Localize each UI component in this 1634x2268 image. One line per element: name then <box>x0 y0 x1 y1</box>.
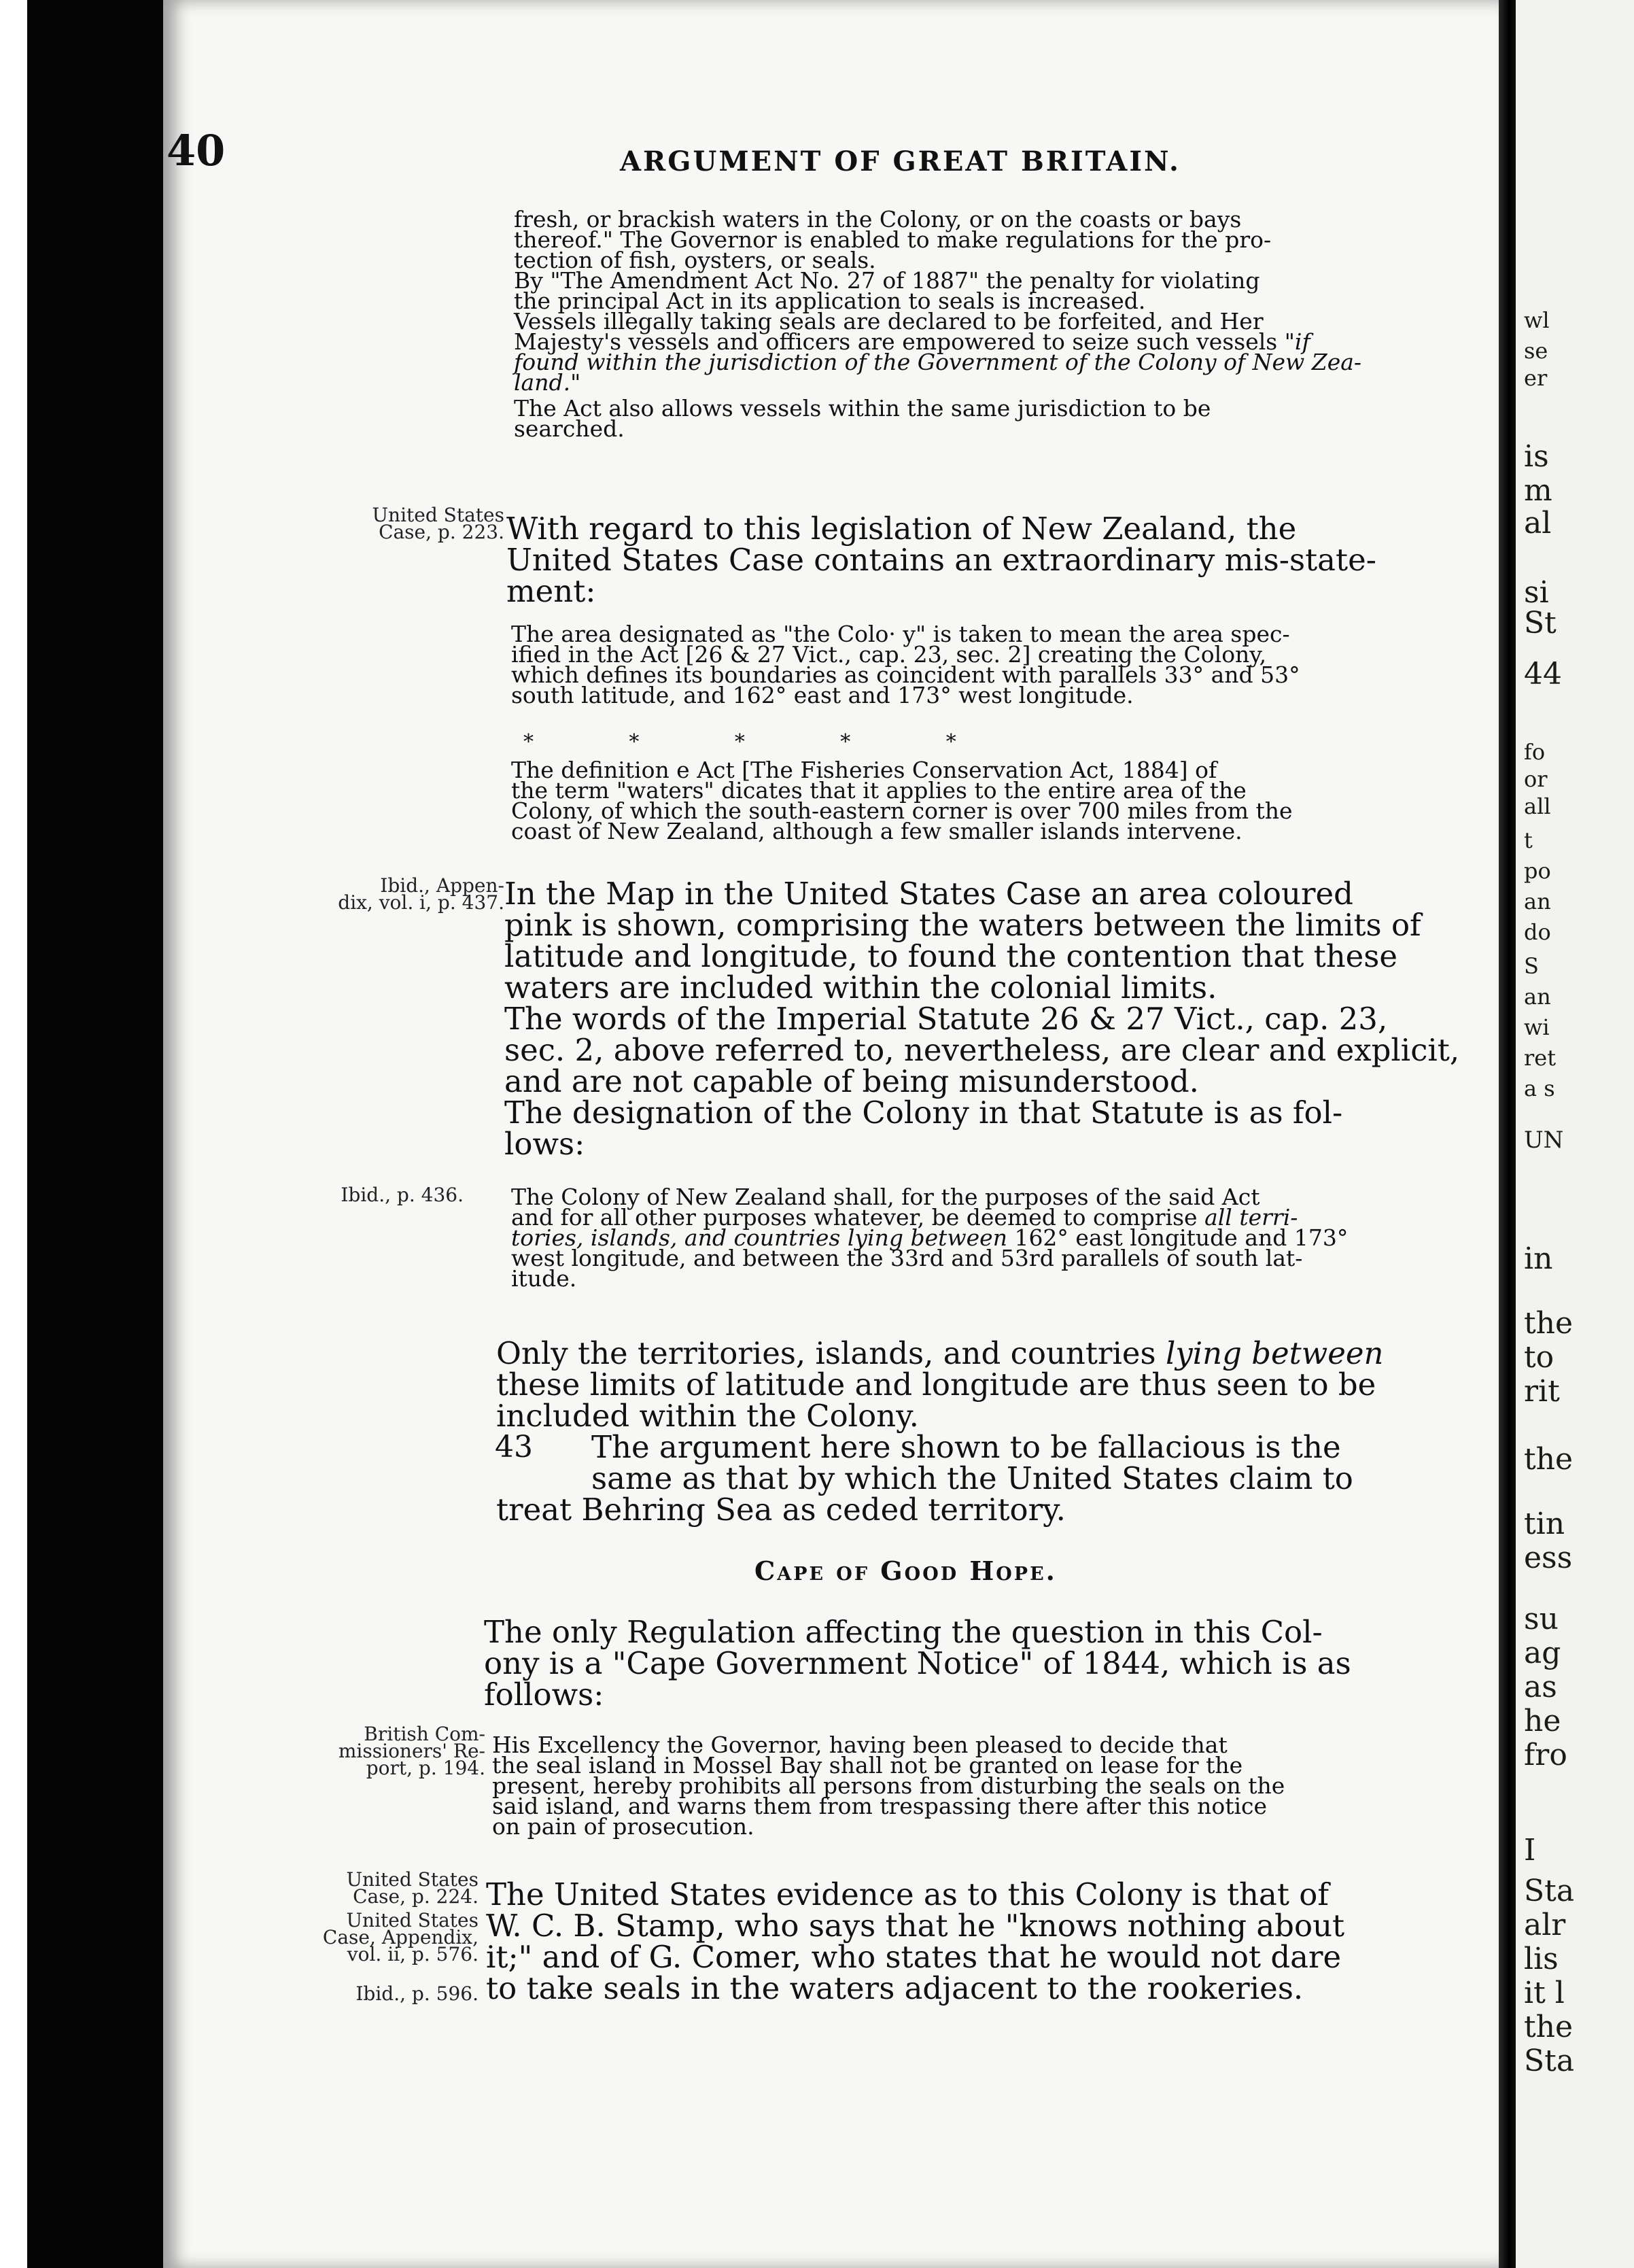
margin-note: British Com- missioners' Re- port, p. 194. <box>338 1723 485 1779</box>
quotation-statute: The Colony of New Zealand shall, for the purposes of the said Act and for all other purposes whatever, be deemed to comprise all terri- tories, islands, and countries lying between 162° east longitude and 173° west longitude, and between the 33rd and 53rd parallels of south lat- itude. <box>511 1184 1349 1292</box>
paragraph-map: In the Map in the United States Case an area coloured pink is shown, comprising the waters between the limits of latitude and longitude, to found the contention that these waters are included within the colonial limits. The words of the Imperial Statute 26 & 27 Vict., cap. 23, sec. 2, above referred to, nevertheless, are clear and explicit, and are not capable of being misunderstood. The designation of the Colony in that Statute is as fol- lows: <box>504 876 1460 1162</box>
paragraph-evidence: The United States evidence as to this Colony is that of W. C. B. Stamp, who says that he "knows nothing about it;" and of G. Comer, who states that he would not dare to take seals in the waters adjacent to the rookeries. <box>486 1876 1345 2006</box>
book-gutter <box>1499 0 1516 2268</box>
quotation-cape-notice: His Excellency the Governor, having been pleased to decide that the seal island in Mossel Bay shall not be granted on lease for the present, hereby prohibits all persons from disturbing the seals on the said island, and warns them from trespassing there after this notice on pain of prosecution. <box>492 1732 1285 1840</box>
scan-left-border <box>0 0 27 2268</box>
paragraph-legislation: With regard to this legislation of New Zealand, the United States Case contains an extraordinary mis-state- ment: <box>506 511 1376 609</box>
ellipsis-stars: * * * * * <box>523 730 958 754</box>
paragraph-fallacious: The argument here shown to be fallacious is the same as that by which the United States claim to <box>591 1429 1353 1496</box>
scan-dark-margin <box>27 0 163 2268</box>
margin-note: United States Case, p. 223. <box>372 504 504 543</box>
facing-page-edge: wl se er is m al si St 44 fo or all t po an do S an wi ret a s UN in the to rit the tin ess su ag as he fro I Sta alr lis it l the Sta <box>1516 0 1634 2268</box>
original-page-marker: 43 <box>495 1430 533 1464</box>
quotation-definition: The definition e Act [The Fisheries Conservation Act, 1884] of the term "waters" dicates that it applies to the entire area of the Colony, of which the south-eastern corner is over 700 miles from the coast of New Zealand, although a few smaller islands intervene. <box>511 757 1293 844</box>
margin-note: United States Case, Appendix, vol. ii, p. 576. <box>322 1909 479 1965</box>
margin-note: Ibid., p. 596. <box>355 1982 479 2005</box>
section-heading: Cape of Good Hope. <box>754 1556 1057 1586</box>
margin-note: Ibid., Appen- dix, vol. i, p. 437. <box>338 874 504 914</box>
running-head: ARGUMENT OF GREAT BRITAIN. <box>620 145 1181 177</box>
quotation-area: The area designated as "the Colo· y" is taken to mean the area spec- ified in the Act [26 & 27 Vict., cap. 23, sec. 2] creating the Colony, which defines its boundaries as coincident with parallels 33° and 53° south latitude, and 162° east and 173° west longitude. <box>511 621 1300 708</box>
paragraph-fallacious-end: treat Behring Sea as ceded territory. <box>496 1492 1066 1528</box>
margin-note: United States Case, p. 224. <box>346 1868 479 1908</box>
margin-note: Ibid., p. 436. <box>341 1184 464 1206</box>
page-number: 40 <box>167 126 226 175</box>
paragraph-territories: Only the territories, islands, and countries lying between these limits of latitude and longitude are thus seen to be included within the Colony. <box>496 1335 1384 1434</box>
paragraph-colony-waters: fresh, or brackish waters in the Colony, or on the coasts or bays thereof." The Governor is enabled to make regulations for the pro- tection of fish, oysters, or seals. By "The Amendment Act No. 27 of 1887" the penalty for violating the principal Act in its application to seals is increased. Vessels illegally taking seals are declared to be forfeited, and Her Majesty's vessels and officers are empowered to seize such vessels "if found within the jurisdiction of the Government of the Colony of New Zea- land." The Act also allows vessels within the same jurisdiction to be searched. <box>514 206 1362 442</box>
paragraph-cape-regulation: The only Regulation affecting the question in this Col- ony is a "Cape Government Notice" of 1844, which is as follows: <box>484 1614 1351 1713</box>
